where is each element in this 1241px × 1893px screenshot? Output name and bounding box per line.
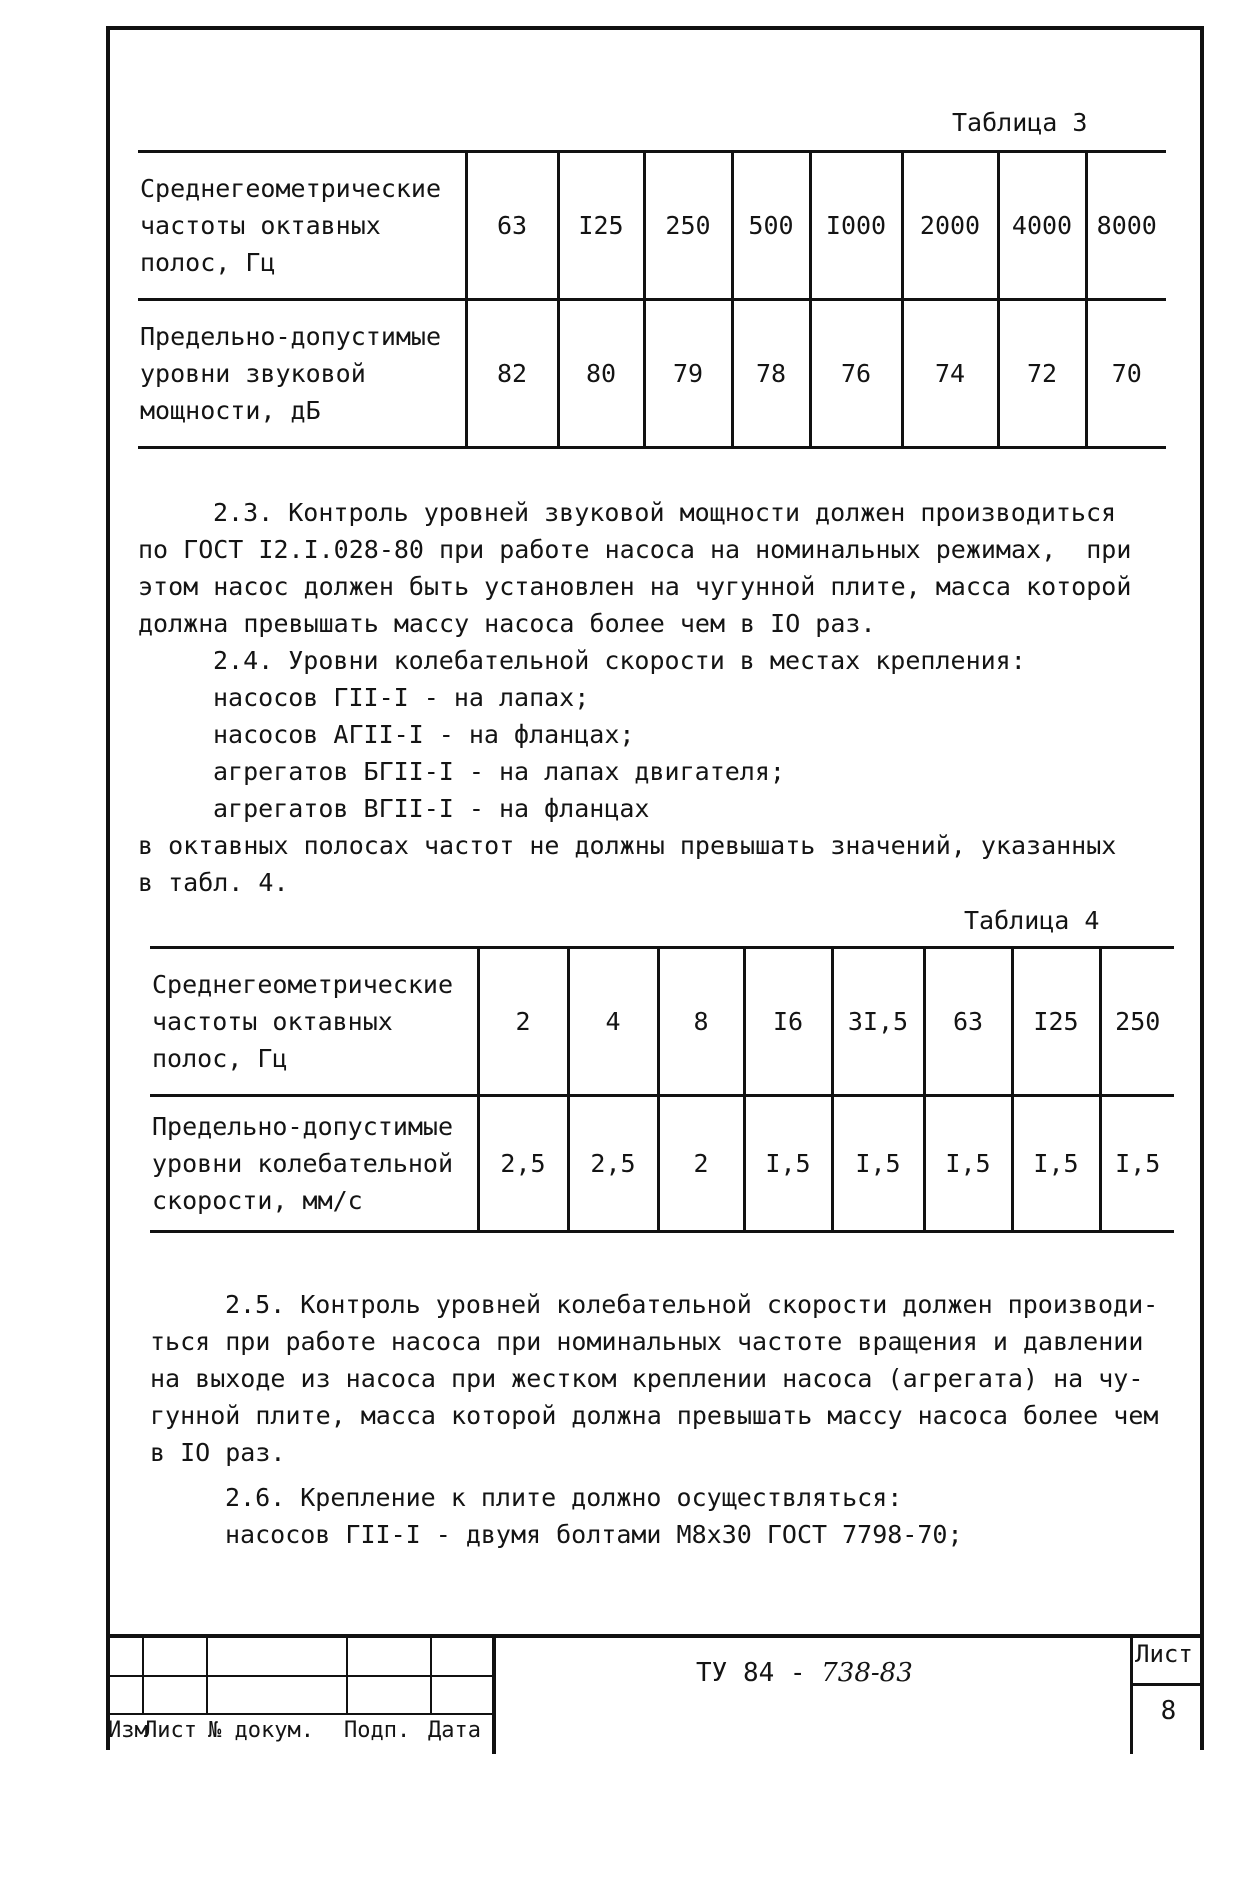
table3-cell: 63 xyxy=(466,152,558,300)
sheet-label: Лист xyxy=(1135,1640,1193,1668)
paragraph-2-4-line: 2.4. Уровни колебательной скорости в местах крепления: xyxy=(213,646,1026,675)
paragraph-2-5-line: ться при работе насоса при номинальных частоте вращения и давлении xyxy=(150,1327,1144,1356)
table4-cell: I,5 xyxy=(924,1096,1012,1232)
table4-cell: I25 xyxy=(1012,948,1100,1096)
table4-cell: 250 xyxy=(1100,948,1174,1096)
table3-row2-label: Предельно-допустимые уровни звуковой мощности, дБ xyxy=(138,300,466,448)
title-block-divider xyxy=(492,1638,496,1754)
table4-caption: Таблица 4 xyxy=(964,906,1100,935)
table4-cell: I6 xyxy=(744,948,832,1096)
paragraph-2-3-line: 2.3. Контроль уровней звуковой мощности должен производиться xyxy=(213,498,1117,527)
paragraph-2-5-line: на выходе из насоса при жестком креплении насоса (агрегата) на чу- xyxy=(150,1364,1144,1393)
label-signature: Подп. xyxy=(344,1718,411,1743)
title-block xyxy=(106,1634,1204,1750)
paragraph-2-6-line: насосов ГII-I - двумя болтами М8х30 ГОСТ 7798-70; xyxy=(225,1520,963,1549)
document-code-handwritten: 738-83 xyxy=(821,1658,913,1688)
paragraph-2-4-line: насосов АГII-I - на фланцах; xyxy=(213,720,635,749)
table3-cell: 80 xyxy=(558,300,644,448)
sheet-number: 8 xyxy=(1160,1696,1177,1726)
document-code-prefix: ТУ 84 - xyxy=(696,1658,806,1688)
table4-cell: I,5 xyxy=(832,1096,924,1232)
table-3 xyxy=(138,150,1166,449)
table3-cell: 74 xyxy=(902,300,998,448)
table3-cell: 82 xyxy=(466,300,558,448)
table3-cell: 70 xyxy=(1086,300,1166,448)
table3-level-row xyxy=(138,300,1166,448)
table3-cell: 76 xyxy=(810,300,902,448)
table3-frequency-row xyxy=(138,152,1166,300)
table3-cell: I000 xyxy=(810,152,902,300)
paragraph-2-4-line: в октавных полосах частот не должны превышать значений, указанных xyxy=(138,831,1117,860)
table3-cell: I25 xyxy=(558,152,644,300)
table4-cell: 4 xyxy=(568,948,658,1096)
table3-cell: 250 xyxy=(644,152,732,300)
paragraph-2-4-line: агрегатов ВГII-I - на фланцах xyxy=(213,794,650,823)
paragraph-2-3-line: по ГОСТ I2.I.028-80 при работе насоса на номинальных режимах, при xyxy=(138,535,1132,564)
title-block-labels xyxy=(106,1718,481,1893)
document-code xyxy=(696,1658,913,1688)
table4-cell: I,5 xyxy=(1100,1096,1174,1232)
table4-frequency-row xyxy=(150,948,1174,1096)
paragraph-2-5-line: гунной плите, масса которой должна превышать массу насоса более чем xyxy=(150,1401,1159,1430)
body-text-upper xyxy=(138,494,1131,901)
label-document-number: № докум. xyxy=(208,1718,314,1743)
table3-cell: 2000 xyxy=(902,152,998,300)
table4-velocity-row xyxy=(150,1096,1174,1232)
paragraph-2-3-line: должна превышать массу насоса более чем в IO раз. xyxy=(138,609,876,638)
table4-cell: 2,5 xyxy=(478,1096,568,1232)
table3-cell: 79 xyxy=(644,300,732,448)
table4-cell: I,5 xyxy=(744,1096,832,1232)
paragraph-2-4-line: в табл. 4. xyxy=(138,868,289,897)
title-block-grid xyxy=(106,1638,494,1715)
table3-row1-label: Среднегеометрические частоты октавных полос, Гц xyxy=(138,152,466,300)
paragraph-2-6-line: 2.6. Крепление к плите должно осуществляться: xyxy=(225,1483,903,1512)
table3-cell: 78 xyxy=(732,300,810,448)
table3-cell: 8000 xyxy=(1086,152,1166,300)
table4-cell: I,5 xyxy=(1012,1096,1100,1232)
table4-cell: 2,5 xyxy=(568,1096,658,1232)
body-text-lower xyxy=(150,1286,1158,1553)
table3-cell: 500 xyxy=(732,152,810,300)
table4-cell: 2 xyxy=(658,1096,744,1232)
label-sheet: Лист xyxy=(144,1718,197,1743)
table4-cell: 63 xyxy=(924,948,1012,1096)
table4-cell: 3I,5 xyxy=(832,948,924,1096)
sheet-box-separator xyxy=(1133,1683,1204,1686)
table4-row2-label: Предельно-допустимые уровни колебательной скорости, мм/с xyxy=(150,1096,478,1232)
label-date: Дата xyxy=(428,1718,481,1743)
table4-row1-label: Среднегеометрические частоты октавных полос, Гц xyxy=(150,948,478,1096)
label-change: Изм xyxy=(108,1718,148,1743)
table4-cell: 8 xyxy=(658,948,744,1096)
paragraph-2-5-line: 2.5. Контроль уровней колебательной скорости должен производи- xyxy=(225,1290,1159,1319)
sheet-box xyxy=(1130,1638,1204,1754)
paragraph-2-3-line: этом насос должен быть установлен на чугунной плите, масса которой xyxy=(138,572,1132,601)
paragraph-2-4-line: агрегатов БГII-I - на лапах двигателя; xyxy=(213,757,785,786)
table3-cell: 72 xyxy=(998,300,1086,448)
paragraph-2-4-line: насосов ГII-I - на лапах; xyxy=(213,683,590,712)
table-4 xyxy=(150,946,1174,1233)
table3-cell: 4000 xyxy=(998,152,1086,300)
paragraph-2-5-line: в IO раз. xyxy=(150,1438,286,1467)
table4-cell: 2 xyxy=(478,948,568,1096)
table3-caption: Таблица 3 xyxy=(952,108,1088,137)
